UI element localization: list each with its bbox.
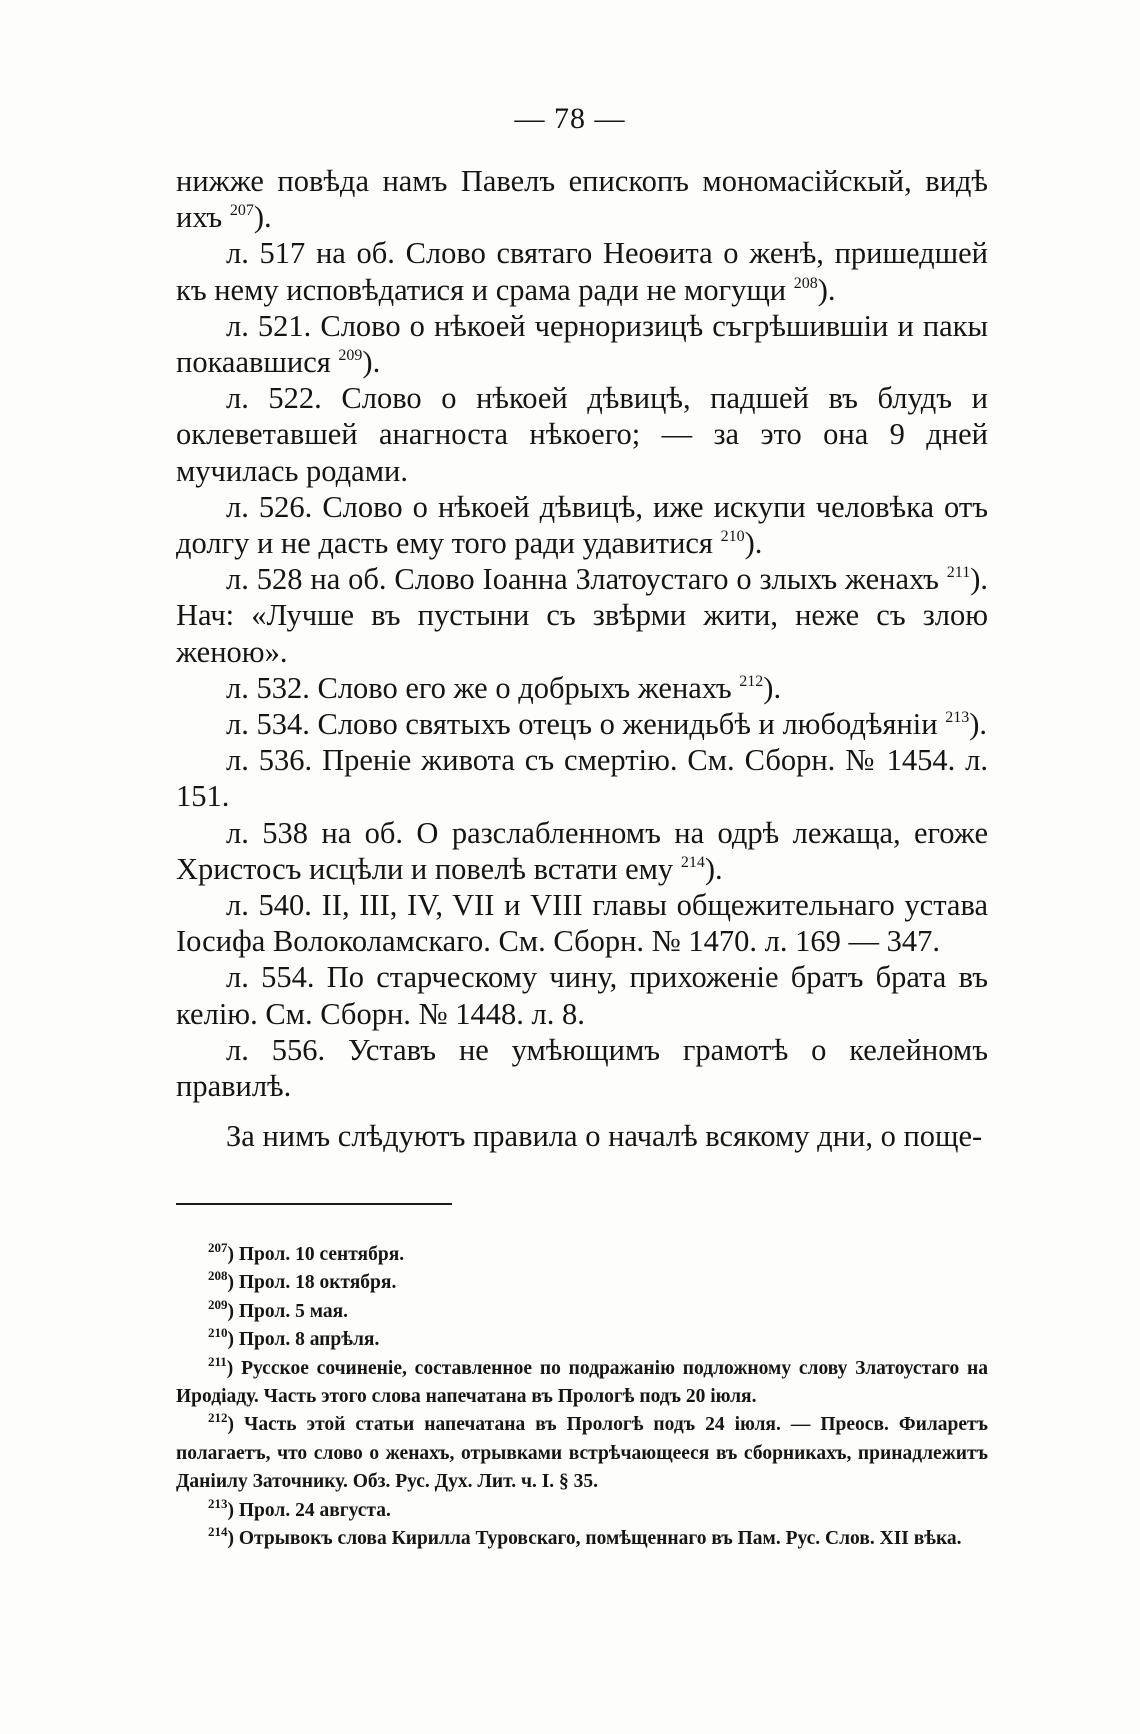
paragraph-11: л. 540. II, III, IV, VII и VIII главы общежительнаго устава Іосифа Волоколамскаго. См. Сборн. № 1470. л. 169 — 347.: [176, 888, 988, 959]
footnote-207: $^{207}$) Прол. 10 сентября.: [208, 1240, 405, 1265]
footnote-212: $^{212}$) Часть этой статьи напечатана въ Прологѣ подъ 24 іюля. — Преосв. Филаретъ полагаетъ, что слово о женахъ, отрывками встрѣчающееся въ сборникахъ, принадлежитъ Даніилу Заточнику. Обз. Рус. Дух. Лит. ч. I. § 35.: [176, 1410, 988, 1493]
footnote-ref-214: 214: [680, 853, 705, 871]
footnote-213: $^{213}$) Прол. 24 августа.: [208, 1495, 391, 1521]
footnote-210: $^{210}$) Прол. 8 апрѣля.: [208, 1325, 380, 1351]
paragraph-6: л. 528 на об. Слово Іоанна Златоустаго о злыхъ женахъ $^{211}$). Нач: «Лучше въ пустыни съ звѣрми жити, неже съ злою женою».: [176, 562, 988, 669]
footnote-214: $^{214}$) Отрывокъ слова Кирилла Туровскаго, помѣщеннаго въ Пам. Рус. Слов. XII вѣка.: [208, 1524, 962, 1550]
footnote-209: $^{209}$) Прол. 5 мая.: [208, 1296, 349, 1322]
paragraph-14: За нимъ слѣдуютъ правила о началѣ всякому дни, о поще-: [226, 1119, 983, 1154]
paragraph-13: л. 556. Уставъ не умѣющимъ грамотѣ о келейномъ правилѣ.: [176, 1032, 988, 1104]
paragraph-2: л. 517 на об. Слово святаго Неоѳита о женѣ, пришедшей къ нему исповѣдатися и срама ради не могущи $^{208}$).: [176, 236, 988, 307]
footnote-ref-211: 211: [946, 564, 971, 582]
footnotes: [176, 1241, 988, 1553]
paragraph-5: л. 526. Слово о нѣкоей дѣвицѣ, иже искупи человѣка отъ долгу и не дасть ему того ради удавитися $^{210}$).: [176, 489, 988, 561]
paragraph-1: нижже повѣда намъ Павелъ епископъ мономасійскый, видѣ ихъ $^{207}$).: [176, 164, 988, 235]
main-text: [176, 163, 988, 1154]
footnote-ref-213: 213: [945, 709, 970, 727]
paragraph-3: л. 521. Слово о нѣкоей черноризицѣ съгрѣшившіи и пакы покаавшися $^{209}$).: [176, 308, 988, 380]
footnote-ref-210: 210: [720, 528, 745, 546]
paragraph-9: л. 536. Преніе живота съ смертію. См. Сборн. № 1454. л. 151.: [176, 743, 988, 814]
paragraph-7: л. 532. Слово его же о добрыхъ женахъ $^{212}$).: [226, 670, 782, 705]
paragraph-12: л. 554. По старческому чину, прихоженіе братъ брата въ келію. См. Сборн. № 1448. л. 8.: [176, 960, 988, 1031]
paragraph-8: л. 534. Слово святыхъ отецъ о женидьбѣ и любодѣяніи $^{213}$).: [226, 707, 988, 742]
footnote-208: $^{208}$) Прол. 18 октября.: [208, 1268, 397, 1294]
footnote-ref-212: 212: [739, 672, 764, 690]
footnote-211: $^{211}$) Русское сочиненіе, составленное по подражанію подложному слову Златоустаго на Иродіаду. Часть этого слова напечатана въ Прологѣ подъ 20 іюля.: [176, 1353, 988, 1408]
footnote-ref-209: 209: [338, 347, 363, 365]
footnote-ref-207: 207: [229, 202, 254, 220]
page-number: — 78 —: [514, 102, 626, 135]
footnote-ref-208: 208: [793, 274, 818, 292]
footnote-divider: [176, 1203, 452, 1205]
paragraph-4: л. 522. Слово о нѣкоей дѣвицѣ, падшей въ блудъ и оклеветавшей анагноста нѣкоего; — за это она 9 дней мучилась родами.: [176, 381, 988, 488]
paragraph-10: л. 538 на об. О разслабленномъ на одрѣ лежаща, егоже Христосъ исцѣли и повелѣ встати ему $^{214}$).: [176, 815, 988, 886]
